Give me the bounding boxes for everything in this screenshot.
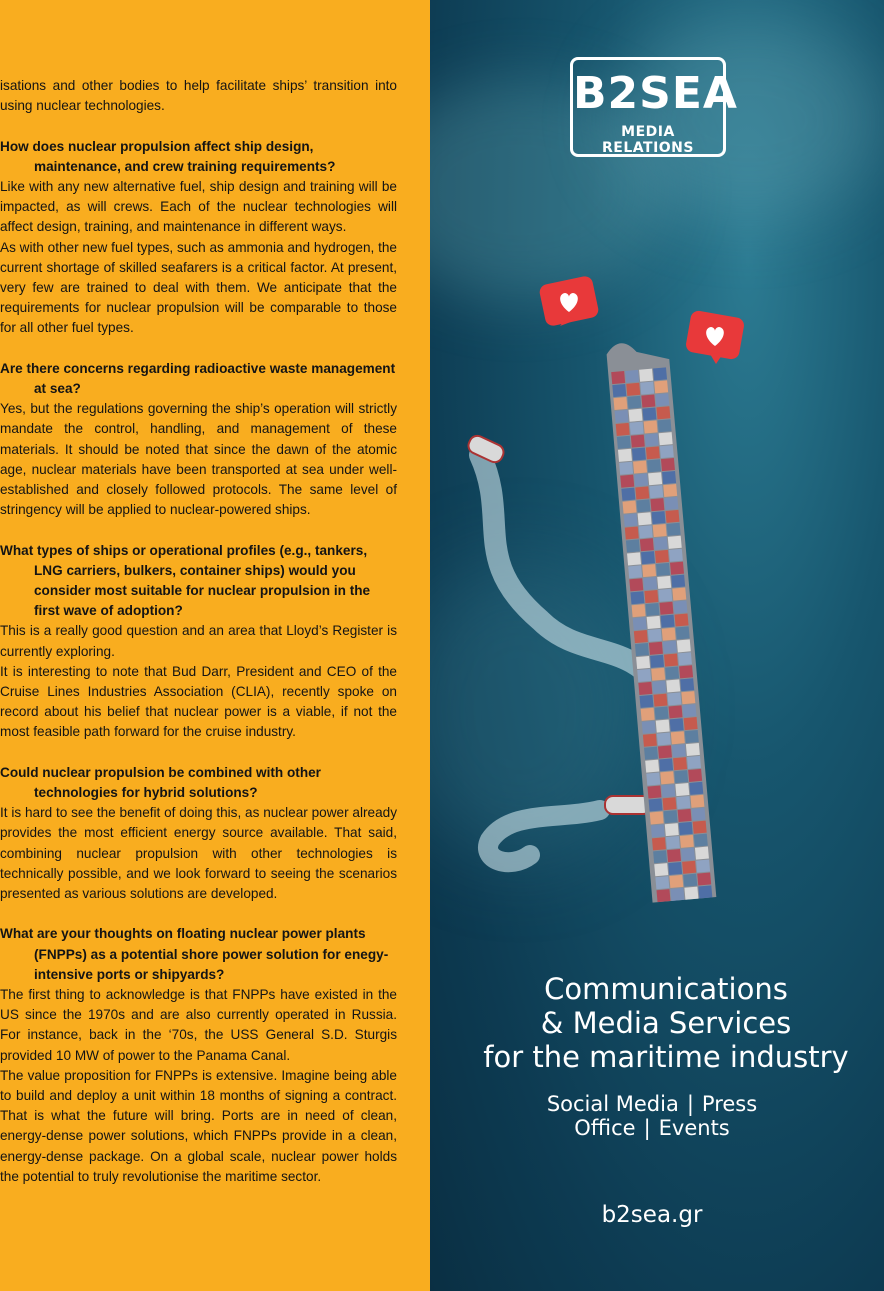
question-3: What types of ships or operational profiles (e.g., tankers, LNG carriers, bulkers, container ships) would you consider most suitable for nuclear propulsion in the first wave of adoption? <box>0 542 371 619</box>
container-box <box>681 848 695 861</box>
container-box <box>684 717 698 730</box>
container-box <box>665 510 679 523</box>
container-box <box>661 615 675 628</box>
container-box <box>629 578 643 591</box>
container-box <box>630 422 644 435</box>
container-box <box>665 823 679 836</box>
container-box <box>650 655 664 668</box>
container-box <box>647 459 661 472</box>
container-box <box>647 785 661 798</box>
container-box <box>642 407 656 420</box>
container-box <box>676 796 690 809</box>
container-box <box>672 744 686 757</box>
container-box <box>633 617 647 630</box>
container-box <box>650 811 664 824</box>
container-box <box>648 472 662 485</box>
container-box <box>666 679 680 692</box>
container-box <box>672 588 686 601</box>
container-box <box>667 849 681 862</box>
container-box <box>674 770 688 783</box>
container-box <box>657 732 671 745</box>
container-box <box>667 523 681 536</box>
advertisement-panel <box>430 0 884 1291</box>
container-box <box>654 537 668 550</box>
container-box <box>627 552 641 565</box>
container-box <box>644 590 658 603</box>
container-box <box>655 393 669 406</box>
b2sea-logo <box>570 57 738 157</box>
container-box <box>618 449 632 462</box>
container-box <box>669 875 683 888</box>
container-box <box>664 497 678 510</box>
container-box <box>654 380 668 393</box>
container-box <box>690 795 704 808</box>
container-box <box>653 367 667 380</box>
container-box <box>656 719 670 732</box>
container-box <box>620 475 634 488</box>
container-box <box>611 371 625 384</box>
container-box <box>658 745 672 758</box>
logo-main-text: B2SEA <box>573 68 738 119</box>
container-box <box>678 809 692 822</box>
logo-sub-text: MEDIA RELATIONS <box>602 124 694 156</box>
container-box <box>636 499 650 512</box>
container-box <box>640 382 654 395</box>
container-box <box>660 445 674 458</box>
container-box <box>684 887 698 900</box>
container-box <box>652 681 666 694</box>
container-box <box>696 860 710 873</box>
container-box <box>655 550 669 563</box>
container-box <box>626 383 640 396</box>
answer-3-para-1: This is a really good question and an area that Lloyd’s Register is currently exploring. <box>0 623 397 659</box>
container-box <box>658 419 672 432</box>
container-box <box>652 511 666 524</box>
container-box <box>670 562 684 575</box>
container-box <box>645 433 659 446</box>
container-box <box>671 731 685 744</box>
container-box <box>653 694 667 707</box>
container-box <box>659 758 673 771</box>
container-box <box>661 458 675 471</box>
container-box <box>663 797 677 810</box>
tagline-line-2: & Media Services <box>540 1006 792 1040</box>
container-box <box>625 526 639 539</box>
answer-2-para-1: Yes, but the regulations governing the ship’s operation will strictly mandate the control, handling, and management of these materials. It should be noted that since the dawn of the atomic age, nuclear materials have been transported at sea under well-established and closely followed protocols. The same level of stringency will be applied to nuclear-powered ships. <box>0 401 397 518</box>
service-social-media: Social Media <box>546 1092 679 1116</box>
container-box <box>619 462 633 475</box>
container-box <box>675 783 689 796</box>
container-box <box>617 436 631 449</box>
container-box <box>640 538 654 551</box>
service-press-office: Press Office <box>574 1092 758 1140</box>
container-box <box>686 743 700 756</box>
container-box <box>671 575 685 588</box>
container-box <box>633 460 647 473</box>
container-box <box>646 446 660 459</box>
container-box <box>695 847 709 860</box>
heart-notification-icon <box>684 310 746 366</box>
service-events: Events <box>658 1116 730 1140</box>
container-box <box>629 409 643 422</box>
container-box <box>676 626 690 639</box>
container-box <box>678 652 692 665</box>
container-box <box>685 730 699 743</box>
container-box <box>680 835 694 848</box>
container-box <box>665 666 679 679</box>
container-box <box>653 524 667 537</box>
heart-notification-icon <box>538 276 600 332</box>
container-box <box>632 604 646 617</box>
container-box <box>649 642 663 655</box>
container-box <box>640 695 654 708</box>
container-box <box>644 747 658 760</box>
tagline-line-1: Communications <box>544 972 788 1006</box>
container-box <box>646 773 660 786</box>
container-box <box>649 485 663 498</box>
container-box <box>667 692 681 705</box>
container-box <box>623 501 637 514</box>
answer-5-para-2: The value proposition for FNPPs is extensive. Imagine being able to build and deploy a unit within 18 months of signing a contract. That is what the future will bring. Ports are in need of clean, energy-dense power solutions, which FNPPs provide in a clean, energy-dense package. On a global scale, nuclear power holds the potential to truly revolutionise the maritime sector. <box>0 1067 397 1184</box>
container-box <box>659 432 673 445</box>
container-box <box>639 369 653 382</box>
container-box <box>673 600 687 613</box>
container-box <box>652 837 666 850</box>
container-box <box>655 876 669 889</box>
container-box <box>657 576 671 589</box>
container-box <box>641 551 655 564</box>
container-box <box>644 420 658 433</box>
container-box <box>663 641 677 654</box>
container-box <box>613 397 627 410</box>
container-box <box>653 850 667 863</box>
container-box <box>682 861 696 874</box>
container-box <box>683 874 697 887</box>
container-box <box>661 784 675 797</box>
container-box <box>673 757 687 770</box>
container-box <box>663 484 677 497</box>
container-box <box>641 395 655 408</box>
container-box <box>664 654 678 667</box>
container-box <box>625 370 639 383</box>
container-box <box>630 591 644 604</box>
container-box <box>656 563 670 576</box>
question-1: How does nuclear propulsion affect ship design, maintenance, and crew training requirements? <box>0 138 336 174</box>
container-box <box>694 834 708 847</box>
tagline-line-3: for the maritime industry <box>483 1040 849 1074</box>
services-list <box>466 1092 838 1140</box>
container-box <box>679 822 693 835</box>
answer-1-para-1: Like with any new alternative fuel, ship design and training will be impacted, as will crews. Each of the nuclear technologies will affect design, training, and maintenance in different ways. <box>0 179 397 235</box>
container-box <box>658 589 672 602</box>
container-box <box>649 798 663 811</box>
container-box <box>642 564 656 577</box>
question-4: Could nuclear propulsion be combined with other technologies for hybrid solutions? <box>0 764 321 801</box>
article-column <box>0 0 430 1291</box>
container-box <box>662 471 676 484</box>
container-box <box>656 406 670 419</box>
container-box <box>612 384 626 397</box>
container-box <box>679 665 693 678</box>
website-url[interactable]: b2sea.gr <box>601 1202 703 1228</box>
container-box <box>651 668 665 681</box>
container-box <box>669 549 683 562</box>
question-5: What are your thoughts on floating nuclear power plants (FNPPs) as a potential shore power solution for enegy-intensive ports or shipyards? <box>0 926 389 982</box>
container-box <box>677 639 691 652</box>
question-2: Are there concerns regarding radioactive waste management at sea? <box>0 360 396 397</box>
container-box <box>689 782 703 795</box>
container-box <box>645 760 659 773</box>
container-box <box>642 721 656 734</box>
ad-tagline <box>466 972 866 1074</box>
container-box <box>650 498 664 511</box>
container-box <box>638 682 652 695</box>
container-box <box>687 756 701 769</box>
answer-4-para-1: It is hard to see the benefit of doing this, as nuclear power already provides the most efficient energy source available. That said, combining nuclear propulsion with other technologies is technically possible, and we look forward to seeing the scenarios presented as various solutions are developed. <box>0 805 397 902</box>
container-box <box>628 565 642 578</box>
container-box <box>693 821 707 834</box>
container-box <box>637 669 651 682</box>
container-box <box>668 862 682 875</box>
container-box <box>632 448 646 461</box>
container-box <box>654 863 668 876</box>
container-box <box>638 512 652 525</box>
container-box <box>634 630 648 643</box>
separator: | <box>643 1116 651 1140</box>
container-box <box>615 410 629 423</box>
container-box <box>647 616 661 629</box>
container-box <box>616 423 630 436</box>
container-box <box>664 810 678 823</box>
container-box <box>635 643 649 656</box>
container-box <box>659 602 673 615</box>
separator: | <box>686 1092 694 1116</box>
container-box <box>631 435 645 448</box>
container-box <box>639 525 653 538</box>
container-box <box>643 734 657 747</box>
container-box <box>697 872 711 885</box>
container-box <box>668 536 682 549</box>
container-box <box>680 678 694 691</box>
container-box <box>656 889 670 902</box>
container-box <box>692 808 706 821</box>
container-box <box>636 656 650 669</box>
container-box <box>662 628 676 641</box>
article-body <box>0 76 397 1187</box>
container-box <box>634 473 648 486</box>
container-box <box>682 704 696 717</box>
container-box <box>641 708 655 721</box>
container-box <box>681 691 695 704</box>
container-box <box>651 824 665 837</box>
container-box <box>646 603 660 616</box>
container-box <box>655 707 669 720</box>
container-box <box>648 629 662 642</box>
container-box <box>643 577 657 590</box>
container-box <box>666 836 680 849</box>
container-box <box>635 486 649 499</box>
answer-3-para-2: It is interesting to note that Bud Darr, President and CEO of the Cruise Lines Industries Association (CLIA), recently spoke on record about his belief that nuclear power is a viable, if not the most feasible path forward for the cruise industry. <box>0 663 397 740</box>
container-box <box>675 613 689 626</box>
answer-1-para-2: As with other new fuel types, such as ammonia and hydrogen, the current shortage of skilled seafarers is a critical factor. At present, very few are trained to deal with them. We anticipate that the requirements for nuclear propulsion will be comparable to those for all other fuel types. <box>0 239 397 336</box>
container-box <box>688 769 702 782</box>
container-box <box>669 705 683 718</box>
container-box <box>670 888 684 901</box>
answer-5-para-1: The first thing to acknowledge is that FNPPs have existed in the US since the 1970s and are also currently operated in Russia. For instance, back in the ‘70s, the USS General S.D. Sturgis provided 10 MW of power to the Panama Canal. <box>0 987 397 1063</box>
container-box <box>621 488 635 501</box>
container-box <box>670 718 684 731</box>
container-box <box>624 514 638 527</box>
container-box <box>698 885 712 898</box>
container-box <box>626 539 640 552</box>
container-box <box>660 771 674 784</box>
article-intro: isations and other bodies to help facilitate ships’ transition into using nuclear technologies. <box>0 78 397 114</box>
container-box <box>627 396 641 409</box>
